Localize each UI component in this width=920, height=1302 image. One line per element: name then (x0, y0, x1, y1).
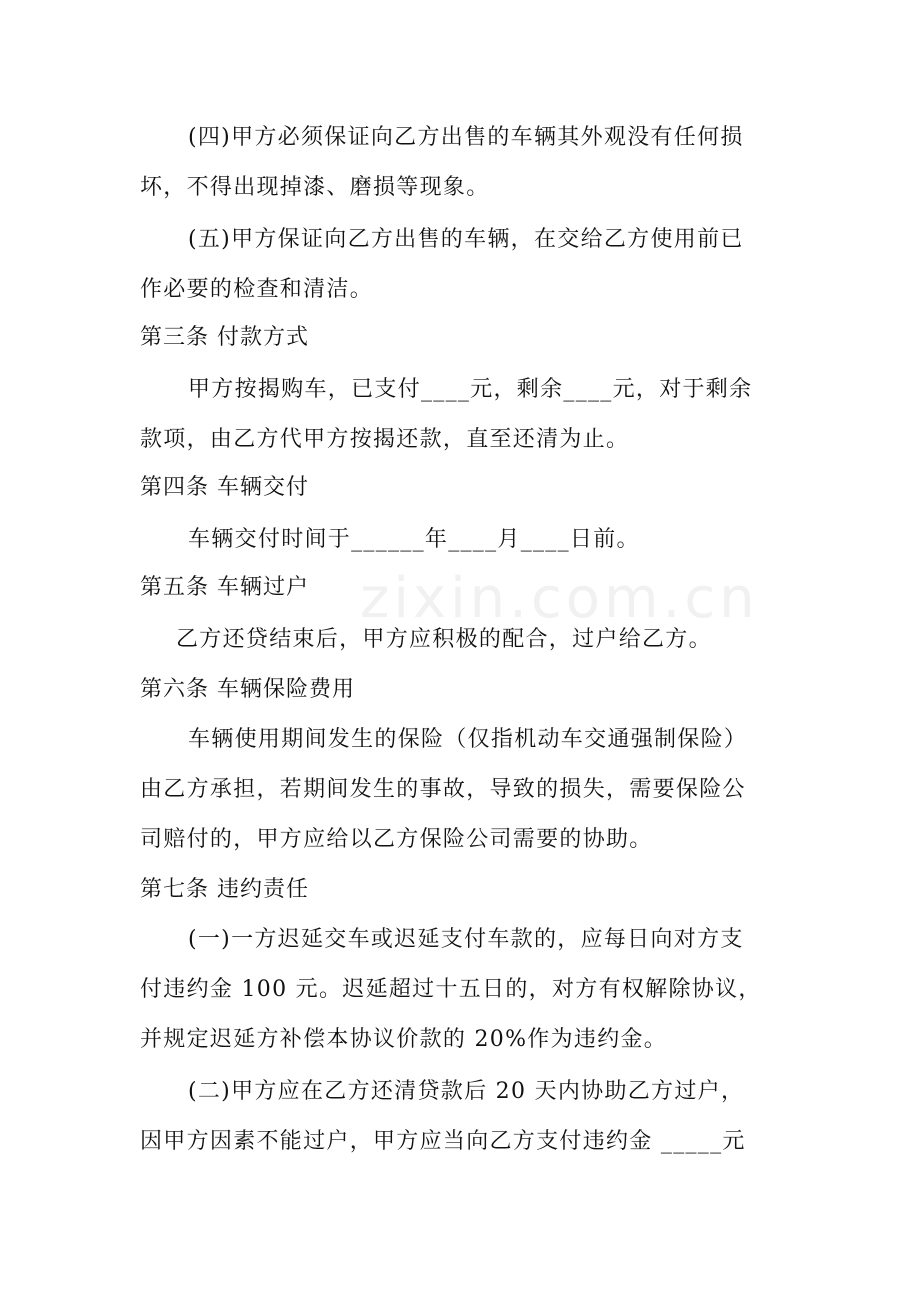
clause-6-text-line-1: 车辆使用期间发生的保险（仅指机动车交通强制保险） (188, 727, 748, 752)
watermark: zixin.com.cn (360, 566, 759, 631)
clause-7-item-2-line-1: (二)甲方应在乙方还清贷款后 20 天内协助乙方过户， (188, 1079, 745, 1104)
clause-6-heading: 第六条 车辆保险费用 (140, 677, 355, 702)
clause-2-item-4-line-2: 坏，不得出现掉漆、磨损等现象。 (140, 175, 490, 200)
clause-5-heading: 第五条 车辆过户 (140, 575, 309, 600)
clause-7-item-1-line-2: 付违约金 100 元。迟延超过十五日的，对方有权解除协议， (140, 977, 762, 1002)
clause-4-text: 车辆交付时间于______年____月____日前。 (188, 527, 640, 552)
clause-7-item-1-line-1: (一)一方迟延交车或迟延支付车款的，应每日向对方支 (188, 927, 744, 952)
clause-7-item-2-line-2: 因甲方因素不能过户，甲方应当向乙方支付违约金 _____元 (140, 1129, 746, 1154)
clause-4-heading: 第四条 车辆交付 (140, 475, 309, 500)
clause-3-text-line-2: 款项，由乙方代甲方按揭还款，直至还清为止。 (140, 427, 630, 452)
clause-3-heading: 第三条 付款方式 (140, 325, 309, 350)
clause-3-text-line-1: 甲方按揭购车，已支付____元，剩余____元，对于剩余 (188, 377, 753, 402)
clause-7-item-1-line-3: 并规定迟延方补偿本协议价款的 20%作为违约金。 (140, 1027, 668, 1052)
clause-6-text-line-3: 司赔付的，甲方应给以乙方保险公司需要的协助。 (140, 827, 653, 852)
clause-2-item-5-line-1: (五)甲方保证向乙方出售的车辆，在交给乙方使用前已 (188, 227, 744, 252)
clause-2-item-4-line-1: (四)甲方必须保证向乙方出售的车辆其外观没有任何损 (188, 125, 744, 150)
clause-5-text: 乙方还贷结束后，甲方应积极的配合，过户给乙方。 (176, 627, 712, 652)
clause-2-item-5-line-2: 作必要的检查和清洁。 (140, 277, 374, 302)
clause-6-text-line-2: 由乙方承担，若期间发生的事故，导致的损失，需要保险公 (140, 777, 746, 802)
clause-7-heading: 第七条 违约责任 (140, 877, 309, 902)
